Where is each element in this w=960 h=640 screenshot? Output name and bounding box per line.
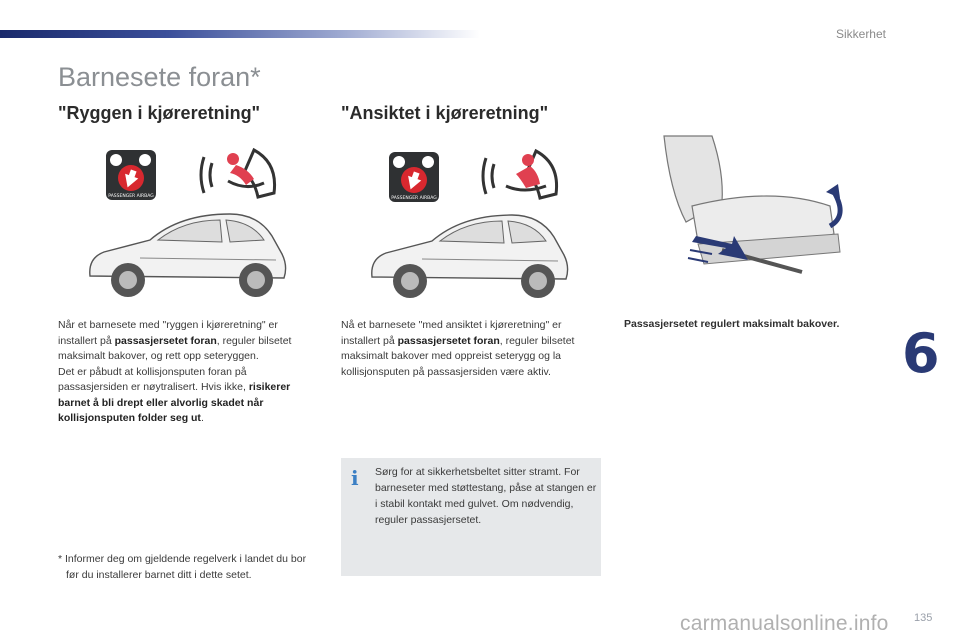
heading-rear-facing: "Ryggen i kjøreretning" — [58, 103, 261, 123]
section-label: Sikkerhet — [835, 27, 886, 41]
seat-adjusted-back-illustration — [652, 132, 864, 282]
chapter-number: 6 — [902, 322, 940, 385]
rear-facing-instructions: Når et barnesete med "ryggen i kjøreretning" er installert på passasjersetet foran, reguler bilsetet maksimalt bakover, og rett opp seteryggen. Det er påbudt at kollisjonsputen foran på passasjersiden er nøytralisert. Hvis ikke, risikerer barnet å bli drept eller alvorlig skadet når kollisjonsputen folder seg ut. — [58, 319, 292, 424]
footnote: * Informer deg om gjeldende regelverk i landet du bor før du installerer barnet ditt i dette setet. — [58, 553, 307, 581]
airbag-active-label-icon — [389, 152, 439, 202]
forward-facing-instructions: Nå et barnesete "med ansiktet i kjøreretning" er installert på passasjersetet foran, reguler bilsetet maksimalt bakover med oppreist seterygg og la kollisjonsputen på passasjersiden være aktiv. — [341, 319, 575, 378]
svg-text:PASSENGER AIRBAG: PASSENGER AIRBAG — [108, 194, 154, 199]
watermark: carmanualsonline.info — [680, 612, 889, 635]
car-illustration-middle — [362, 207, 574, 307]
rear-facing-child-seat-icon — [198, 145, 288, 205]
info-note-text: Sørg for at sikkerhetsbeltet sitter stramt. For barneseter med støttestang, påse at stangen er i stabil kontakt med gulvet. Om nødvendig, reguler passasjersetet. — [375, 466, 597, 526]
page-number: 135 — [914, 612, 933, 624]
seat-caption: Passasjersetet regulert maksimalt bakover. — [624, 318, 840, 330]
svg-text:PASSENGER AIRBAG: PASSENGER AIRBAG — [391, 196, 437, 201]
airbag-warning-label-icon — [106, 150, 156, 200]
heading-forward-facing: "Ansiktet i kjøreretning" — [341, 103, 549, 123]
header-accent-bar — [0, 30, 480, 38]
page-title: Barnesete foran* — [58, 62, 261, 92]
info-icon: i — [351, 466, 359, 490]
forward-facing-child-seat-icon — [480, 146, 570, 206]
car-illustration-left — [80, 206, 292, 306]
info-note — [341, 458, 601, 576]
